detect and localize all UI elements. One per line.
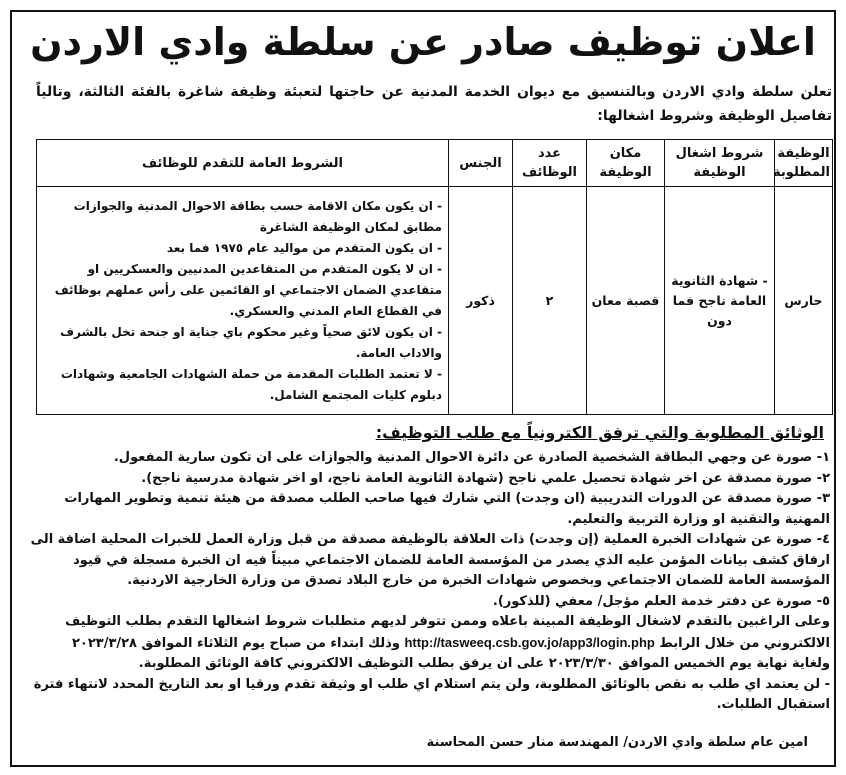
jobs-table	[36, 139, 833, 415]
general-condition-item: - ان يكون المتقدم من مواليد عام ١٩٧٥ فما بعد	[166, 240, 442, 255]
document-item: ٤- صورة عن شهادات الخبرة العملية (إن وجدت) ذات العلاقة بالوظيفة مصدقة من قبل وزارة العمل للخبرات المحلية اضافة الى ارفاق كشف بيانات المؤمن عليه الذي يصدر من المؤسسة العامة للضمان الاجتماعي مبيناً فيه ان الخبرة مسجلة في قيود المؤسسة العامة للضمان الاجتماعي وبخصوص شهادات الخبرة من خارج البلاد تصدق من وزارة الخارجية الاردنية.	[30, 532, 830, 588]
cell-count: ٢	[513, 187, 587, 415]
documents-section	[30, 420, 830, 716]
document-item: ٢- صورة مصدقة عن اخر شهادة تحصيل علمي ناجح (شهادة الثانوية العامة ناجح، او اخر شهادة مدرسية ناجح).	[141, 470, 830, 486]
cell-job: حارس	[775, 187, 833, 415]
document-item: ٣- صورة مصدقة عن الدورات التدريبية (ان وجدت) التي شارك فيها صاحب الطلب مصدقة من هيئة تنمية وتطوير المهارات المهنية والتقنية او وزارة التربية والتعليم.	[64, 491, 830, 527]
general-condition-item: - ان يكون لائق صحياً وغير محكوم باي جناية او جنحة تخل بالشرف والاداب العامة.	[60, 324, 442, 360]
header-job: الوظيفة المطلوبة	[775, 140, 833, 187]
cell-location: قصبة معان	[587, 187, 665, 415]
cell-job-conditions: - شهادة الثانوية العامة ناجح فما دون	[665, 187, 775, 415]
header-count: عدد الوظائف	[513, 140, 587, 187]
table-header-row	[37, 140, 833, 187]
header-general-conditions: الشروط العامة للتقدم للوظائف	[37, 140, 449, 187]
note-paragraph: - لن يعتمد اي طلب به نقص بالوثائق المطلوبة، ولن يتم استلام اي طلب او وثيقة تقدم ورقيا او بعد التاريخ المحدد لانتهاء فترة استقبال الطلبات.	[33, 676, 830, 712]
header-location: مكان الوظيفة	[587, 140, 665, 187]
document-item: ١- صورة عن وجهي البطاقة الشخصية الصادرة عن دائرة الاحوال المدنية والجوازات على ان تكون سارية المفعول.	[113, 450, 830, 465]
signature: امين عام سلطة وادي الاردن/ المهندسة منار حسن المحاسنة	[426, 735, 808, 750]
general-condition-item: - لا تعتمد الطلبات المقدمة من حملة الشهادات الجامعية وشهادات دبلوم كليات المجتمع الشامل.	[60, 366, 442, 402]
apply-text-after: وذلك ابتداء من صباح يوم الثلاثاء الموافق ٢٠٢٣/٣/٢٨ ولغاية نهاية يوم الخميس الموافق ٢٠٢٣/٣/٣٠ على ان يرفق بطلب التوظيف الالكتروني كافة الوثائق المطلوبة.	[71, 635, 830, 671]
intro-paragraph: تعلن سلطة وادي الاردن وبالتنسيق مع ديوان الخدمة المدنية عن حاجتها لتعبئة وظيفة شاغرة بالفئة الثالثة، وتالياً تفاصيل الوظيفة وشروط اشغالها:	[36, 84, 832, 124]
application-link[interactable]: http://tasweeq.csb.gov.jo/app3/login.php	[404, 634, 655, 650]
general-condition-item: - ان لا يكون المتقدم من المتقاعدين المدنيين والعسكريين او متقاعدي الضمان الاجتماعي او القائمين على رأس عملهم بوظائف في القطاع العام المدني والعسكري.	[54, 261, 442, 318]
table-row	[37, 187, 833, 415]
announcement-title: اعلان توظيف صادر عن سلطة وادي الاردن	[30, 20, 816, 64]
apply-text-before: وعلى الراغبين بالتقدم لاشغال الوظيفة المبينة باعلاه وممن تتوفر لديهم متطلبات شروط اشغالها التقدم بطلب التوظيف الالكتروني من خلال الرابط	[65, 614, 830, 651]
header-job-conditions: شروط اشغال الوظيفة	[665, 140, 775, 187]
cell-general-conditions	[37, 187, 449, 415]
documents-title: الوثائق المطلوبة والتي ترفق الكترونياً مع طلب التوظيف:	[375, 423, 824, 442]
cell-gender: ذكور	[449, 187, 513, 415]
header-gender: الجنس	[449, 140, 513, 187]
general-condition-item: - ان يكون مكان الاقامة حسب بطاقة الاحوال المدنية والجوازات مطابق لمكان الوظيفة الشاغرة	[73, 198, 442, 234]
apply-paragraph	[30, 612, 830, 675]
document-item: ٥- صورة عن دفتر خدمة العلم مؤجل/ معفي (للذكور).	[492, 593, 830, 609]
